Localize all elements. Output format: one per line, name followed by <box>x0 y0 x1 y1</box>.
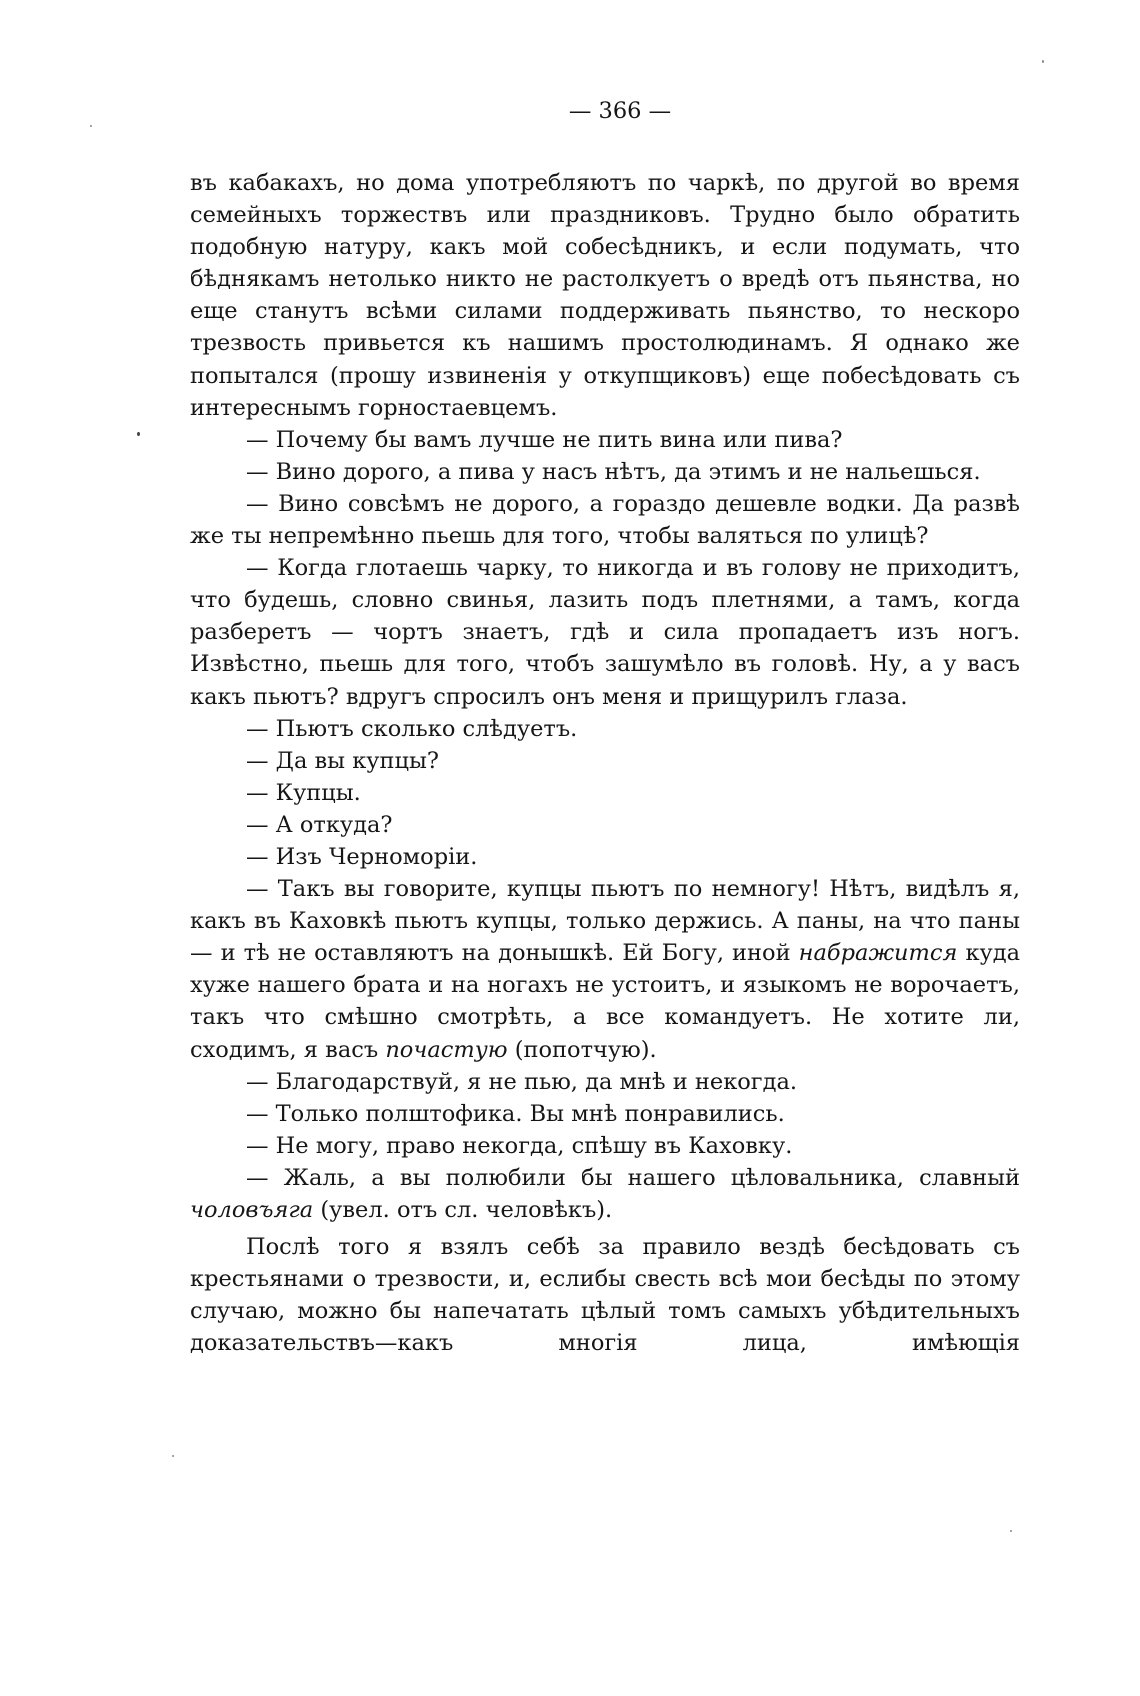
scan-speck <box>1042 60 1044 63</box>
scan-speck <box>172 1455 174 1457</box>
opening-paragraph: въ кабакахъ, но дома употребляютъ по чаркѣ, по другой во время семейныхъ торжествъ или праздниковъ. Трудно было обратить подобную натуру, какъ мой собесѣдникъ, и если подумать, что бѣднякамъ нетолько никто не растолкуетъ о вредѣ отъ пьянства, но еще станутъ всѣми силами поддерживать пьянство, то нескоро трезвость привьется къ нашимъ простолюдинамъ. Я однако же попытался (прошу извиненія у откупщиковъ) еще побесѣдовать съ интереснымъ горностаевцемъ. <box>190 170 1020 421</box>
dialogue-line: — Вино совсѣмъ не дорого, а гораздо дешевле водки. Да развѣ же ты непремѣнно пьешь для того, чтобы валяться по улицѣ? <box>190 490 1020 550</box>
scan-speck <box>137 432 140 436</box>
dialogue-text: — Такъ вы говорите, купцы пьютъ по немногу! Нѣтъ, видѣлъ я, какъ въ Каховкѣ пьютъ купцы, только держись. А паны, на что паны — и тѣ не оставляютъ на донышкѣ. Ей Богу, иной <box>190 876 1020 967</box>
dialogue-line: — Когда глотаешь чарку, то никогда и въ голову не приходитъ, что будешь, словно свинья, лазить подъ плетнями, а тамъ, когда разберетъ — чортъ знаетъ, гдѣ и сила пропадаетъ изъ ногъ. Извѣстно, пьешь для того, чтобъ зашумѣло въ головѣ. Ну, а у васъ какъ пьютъ? вдругъ спросилъ онъ меня и прищурилъ глаза. <box>190 555 1020 710</box>
page-number: — 366 — <box>568 98 672 124</box>
dialogue-line <box>190 873 1020 1066</box>
scan-speck <box>1010 1530 1012 1532</box>
dialogue-text: (увел. отъ сл. человѣкъ). <box>320 1197 613 1223</box>
book-page <box>190 95 1020 1359</box>
dialogue-line: — Вино дорого, а пива у насъ нѣтъ, да этимъ и не нальешься. <box>246 458 981 485</box>
dialogue-line: — Да вы купцы? <box>246 747 439 774</box>
dialogue-text: — Жаль, а вы полюбили бы нашего цѣловальника, славный <box>246 1164 1020 1191</box>
dialogue-line: — Купцы. <box>246 779 361 806</box>
dialogue-line: — Пьютъ сколько слѣдуетъ. <box>246 715 578 742</box>
closing-paragraph: Послѣ того я взялъ себѣ за правило вездѣ бесѣдовать съ крестьянами о трезвости, и, еслибы свесть всѣ мои бесѣды по этому случаю, можно бы напечатать цѣлый томъ самыхъ убѣдительныхъ доказательствъ—какъ многія лица, имѣющія <box>190 1234 1020 1357</box>
dialogue-text: (попотчую). <box>514 1036 657 1063</box>
dialect-word: набражится <box>798 940 958 967</box>
dialogue-line: — Только полштофика. Вы мнѣ понравились. <box>246 1100 785 1127</box>
scan-speck <box>90 125 92 127</box>
dialogue-line: — А откуда? <box>246 811 393 838</box>
dialect-word: чоловъяга <box>190 1197 314 1223</box>
dialogue-text: куда хуже нашего брата и на ногахъ не устоитъ, и языкомъ не ворочаетъ, такъ что смѣшно смотрѣть, а все командуетъ. Не хотите ли, сходимъ, я васъ <box>190 940 1021 1063</box>
dialogue-line: — Почему бы вамъ лучше не пить вина или пива? <box>246 426 843 453</box>
dialogue-line <box>190 1162 1020 1226</box>
dialogue-line: — Изъ Черноморіи. <box>246 843 478 870</box>
dialogue-line: — Не могу, право некогда, спѣшу въ Каховку. <box>246 1132 793 1159</box>
dialect-word: почастую <box>385 1036 508 1063</box>
dialogue-line: — Благодарствуй, я не пью, да мнѣ и некогда. <box>246 1068 798 1095</box>
